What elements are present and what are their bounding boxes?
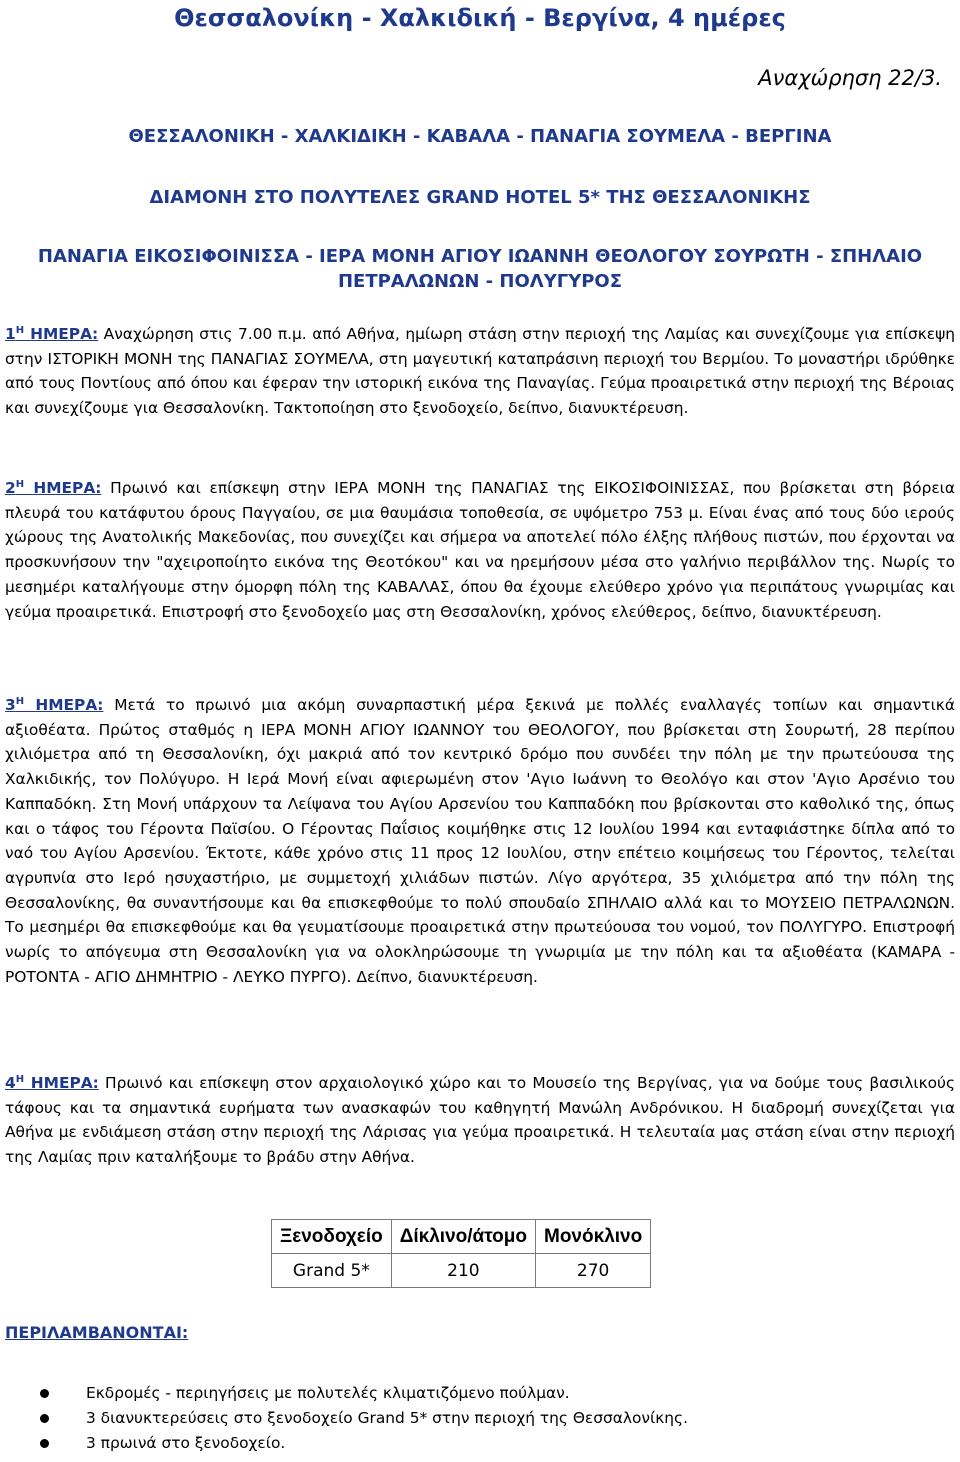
day-4-paragraph (5, 1071, 955, 1170)
cell-single-price: 270 (536, 1254, 651, 1288)
header-single: Μονόκλινο (536, 1220, 651, 1254)
list-item: 3 πρωινά στο ξενοδοχείο. (0, 1431, 950, 1456)
header-hotel: Ξενοδοχείο (272, 1220, 392, 1254)
day-3-paragraph (5, 693, 955, 989)
day-1-label: $1^H$ ΗΜΕΡΑ: (5, 324, 99, 343)
bullet-icon (40, 1439, 49, 1448)
day-1-paragraph (5, 322, 955, 421)
price-table-row (272, 1254, 651, 1288)
included-list (0, 1381, 950, 1456)
cell-double-price: 210 (391, 1254, 535, 1288)
price-table (271, 1219, 651, 1288)
cell-hotel: Grand 5* (272, 1254, 392, 1288)
day-2-label: $2^H$ ΗΜΕΡΑ: (5, 478, 102, 497)
header-double: Δίκλινο/άτομο (391, 1220, 535, 1254)
sights-heading: ΠΑΝΑΓΙΑ ΕΙΚΟΣΙΦΟΙΝΙΣΣΑ - ΙΕΡΑ ΜΟΝΗ ΑΓΙΟΥ ΙΩΑΝΝΗ ΘΕΟΛΟΓΟΥ ΣΟΥΡΩΤΗ - ΣΠΗΛΑΙΟ ΠΕΤΡΑΛΩΝΩΝ - ΠΟΛΥΓΥΡΟΣ (37, 246, 923, 292)
bullet-icon (40, 1414, 49, 1423)
day-2-paragraph (5, 476, 955, 624)
day-3-label: $3^H$ ΗΜΕΡΑ: (5, 695, 104, 714)
day-4-label: $4^H$ ΗΜΕΡΑ: (5, 1073, 99, 1092)
list-item: 3 διανυκτερεύσεις στο ξενοδοχείο Grand 5* στην περιοχή της Θεσσαλονίκης. (0, 1406, 950, 1431)
day-2-text: Πρωινό και επίσκεψη στην ΙΕΡΑ ΜΟΝΗ της ΠΑΝΑΓΙΑΣ της ΕΙΚΟΣΙΦΟΙΝΙΣΣΑΣ, που βρίσκεται στη βόρεια πλευρά του κατάφυτου όρους Παγγαίου, σε μια θαυμάσια τοποθεσία, σε υψόμετρο 753 μ. Είναι ένας από τους δύο ιερούς χώρους της Ανατολικής Μακεδονίας, που συνεχίζει και σήμερα να αποτελεί πόλο έλξης πλήθους πιστών, που έρχονται να προσκυνήσουν την "αχειροποίητο εικόνα της Θεοτόκου" και να ηρεμήσουν μέσα στο γαλήνιο περιβάλλον της. Νωρίς το μεσημέρι καταλήγουμε στην όμορφη πόλη της ΚΑΒΑΛΑΣ, όπου θα έχουμε ελεύθερο χρόνο για περιπάτους γνωριμίας και γεύμα προαιρετικά. Επιστροφή στο ξενοδοχείο μας στη Θεσσαλονίκη, χρόνος ελεύθερος, δείπνο, διανυκτέρευση. (5, 479, 956, 621)
hotel-heading: ΔΙΑΜΟΝΗ ΣΤΟ ΠΟΛΥΤΕΛΕΣ GRAND HOTEL 5* ΤΗΣ ΘΕΣΣΑΛΟΝΙΚΗΣ (149, 187, 811, 208)
day-3-text: Μετά το πρωινό μια ακόμη συναρπαστική μέρα ξεκινά με πολλές εναλλαγές τοπίων και σημαντικά αξιοθέατα. Πρώτος σταθμός η ΙΕΡΑ ΜΟΝΗ ΑΓΙΟΥ ΙΩΑΝΝΟΥ του ΘΕΟΛΟΓΟΥ, που βρίσκεται στη Σουρωτή, 28 περίπου χιλιόμετρα από τη Θεσσαλονίκη, όχι μακριά από τον κεντρικό δρόμο που συνδέει την πόλη με την πρωτεύουσα της Χαλκιδικής, τον Πολύγυρο. Η Ιερά Μονή είναι αφιερωμένη στον 'Αγιο Ιωάννη το Θεολόγο και στον 'Αγιο Αρσένιο του Καππαδόκη. Στη Μονή υπάρχουν τα Λείψανα του Αγίου Αρσενίου του Καππαδόκη που βρίσκονται στο καθολικό της, όπως και ο τάφος του Γέροντα Παϊσίου. Ο Γέροντας Παΐσιος κοιμήθηκε στις 12 Ιουλίου 1994 και ενταφιάστηκε δίπλα από το ναό του Αγίου Αρσενίου. Έκτοτε, κάθε χρόνο στις 11 προς 12 Ιουλίου, στην επέτειο κοιμήσεως του Γέροντος, τελείται αγρυπνία στο Ιερό ησυχαστήριο, με συμμετοχή χιλιάδων πιστών. Λίγο αργότερα, 35 χιλιόμετρα από την πόλη της Θεσσαλονίκης, θα συναντήσουμε και θα επισκεφθούμε το πολύ σπουδαίο ΣΠΗΛΑΙΟ αλλά και το ΜΟΥΣΕΙΟ ΠΕΤΡΑΛΩΝΩΝ. Το μεσημέρι θα επισκεφθούμε και θα γευματίσουμε προαιρετικά στην πρωτεύουσα του νομού, τον ΠΟΛΥΓΥΡΟ. Επιστροφή νωρίς το απόγευμα στη Θεσσαλονίκη για να ολοκληρώσουμε τη γνωριμία με την πόλη και τα αξιοθέατα (ΚΑΜΑΡΑ - ΡΟΤΟΝΤΑ - ΑΓΙΟ ΔΗΜΗΤΡΙΟ - ΛΕΥΚΟ ΠΥΡΓΟ). Δείπνο, διανυκτέρευση. (5, 696, 956, 986)
departure-date: Αναχώρηση 22/3. (758, 66, 942, 90)
route-heading: ΘΕΣΣΑΛΟΝΙΚΗ - ΧΑΛΚΙΔΙΚΗ - ΚΑΒΑΛΑ - ΠΑΝΑΓΙΑ ΣΟΥΜΕΛΑ - ΒΕΡΓΙΝΑ (128, 126, 832, 147)
bullet-icon (40, 1389, 49, 1398)
page-title: Θεσσαλονίκη - Χαλκιδική - Βεργίνα, 4 ημέρες (174, 4, 786, 32)
list-item: Εκδρομές - περιηγήσεις με πολυτελές κλιματιζόμενο πούλμαν. (0, 1381, 950, 1406)
day-4-text: Πρωινό και επίσκεψη στον αρχαιολογικό χώρο και το Μουσείο της Βεργίνας, για να δούμε τους βασιλικούς τάφους και τα σημαντικά ευρήματα των ανασκαφών του καθηγητή Μανώλη Ανδρόνικου. Η διαδρομή συνεχίζεται για Αθήνα με ενδιάμεση στάση στην περιοχή της Λάρισας για γεύμα προαιρετικά. Η τελευταία μας στάση είναι στην περιοχή της Λαμίας πριν καταλήξουμε το βράδυ στην Αθήνα. (5, 1074, 956, 1167)
price-table-header-row (272, 1220, 651, 1254)
included-title: ΠΕΡΙΛΑΜΒΑΝΟΝΤΑΙ: (5, 1323, 189, 1342)
day-1-text: Αναχώρηση στις 7.00 π.μ. από Αθήνα, ημίωρη στάση στην περιοχή της Λαμίας και συνεχίζουμε για επίσκεψη στην ΙΣΤΟΡΙΚΗ ΜΟΝΗ της ΠΑΝΑΓΙΑΣ ΣΟΥΜΕΛΑ, στη μαγευτική καταπράσινη περιοχή του Βερμίου. Το μοναστήρι ιδρύθηκε από τους Ποντίους από όπου και έφεραν την ιστορική εικόνα της Παναγίας. Γεύμα προαιρετικά στην περιοχή της Βέροιας και συνεχίζουμε για Θεσσαλονίκη. Τακτοποίηση στο ξενοδοχείο, δείπνο, διανυκτέρευση. (5, 325, 955, 418)
